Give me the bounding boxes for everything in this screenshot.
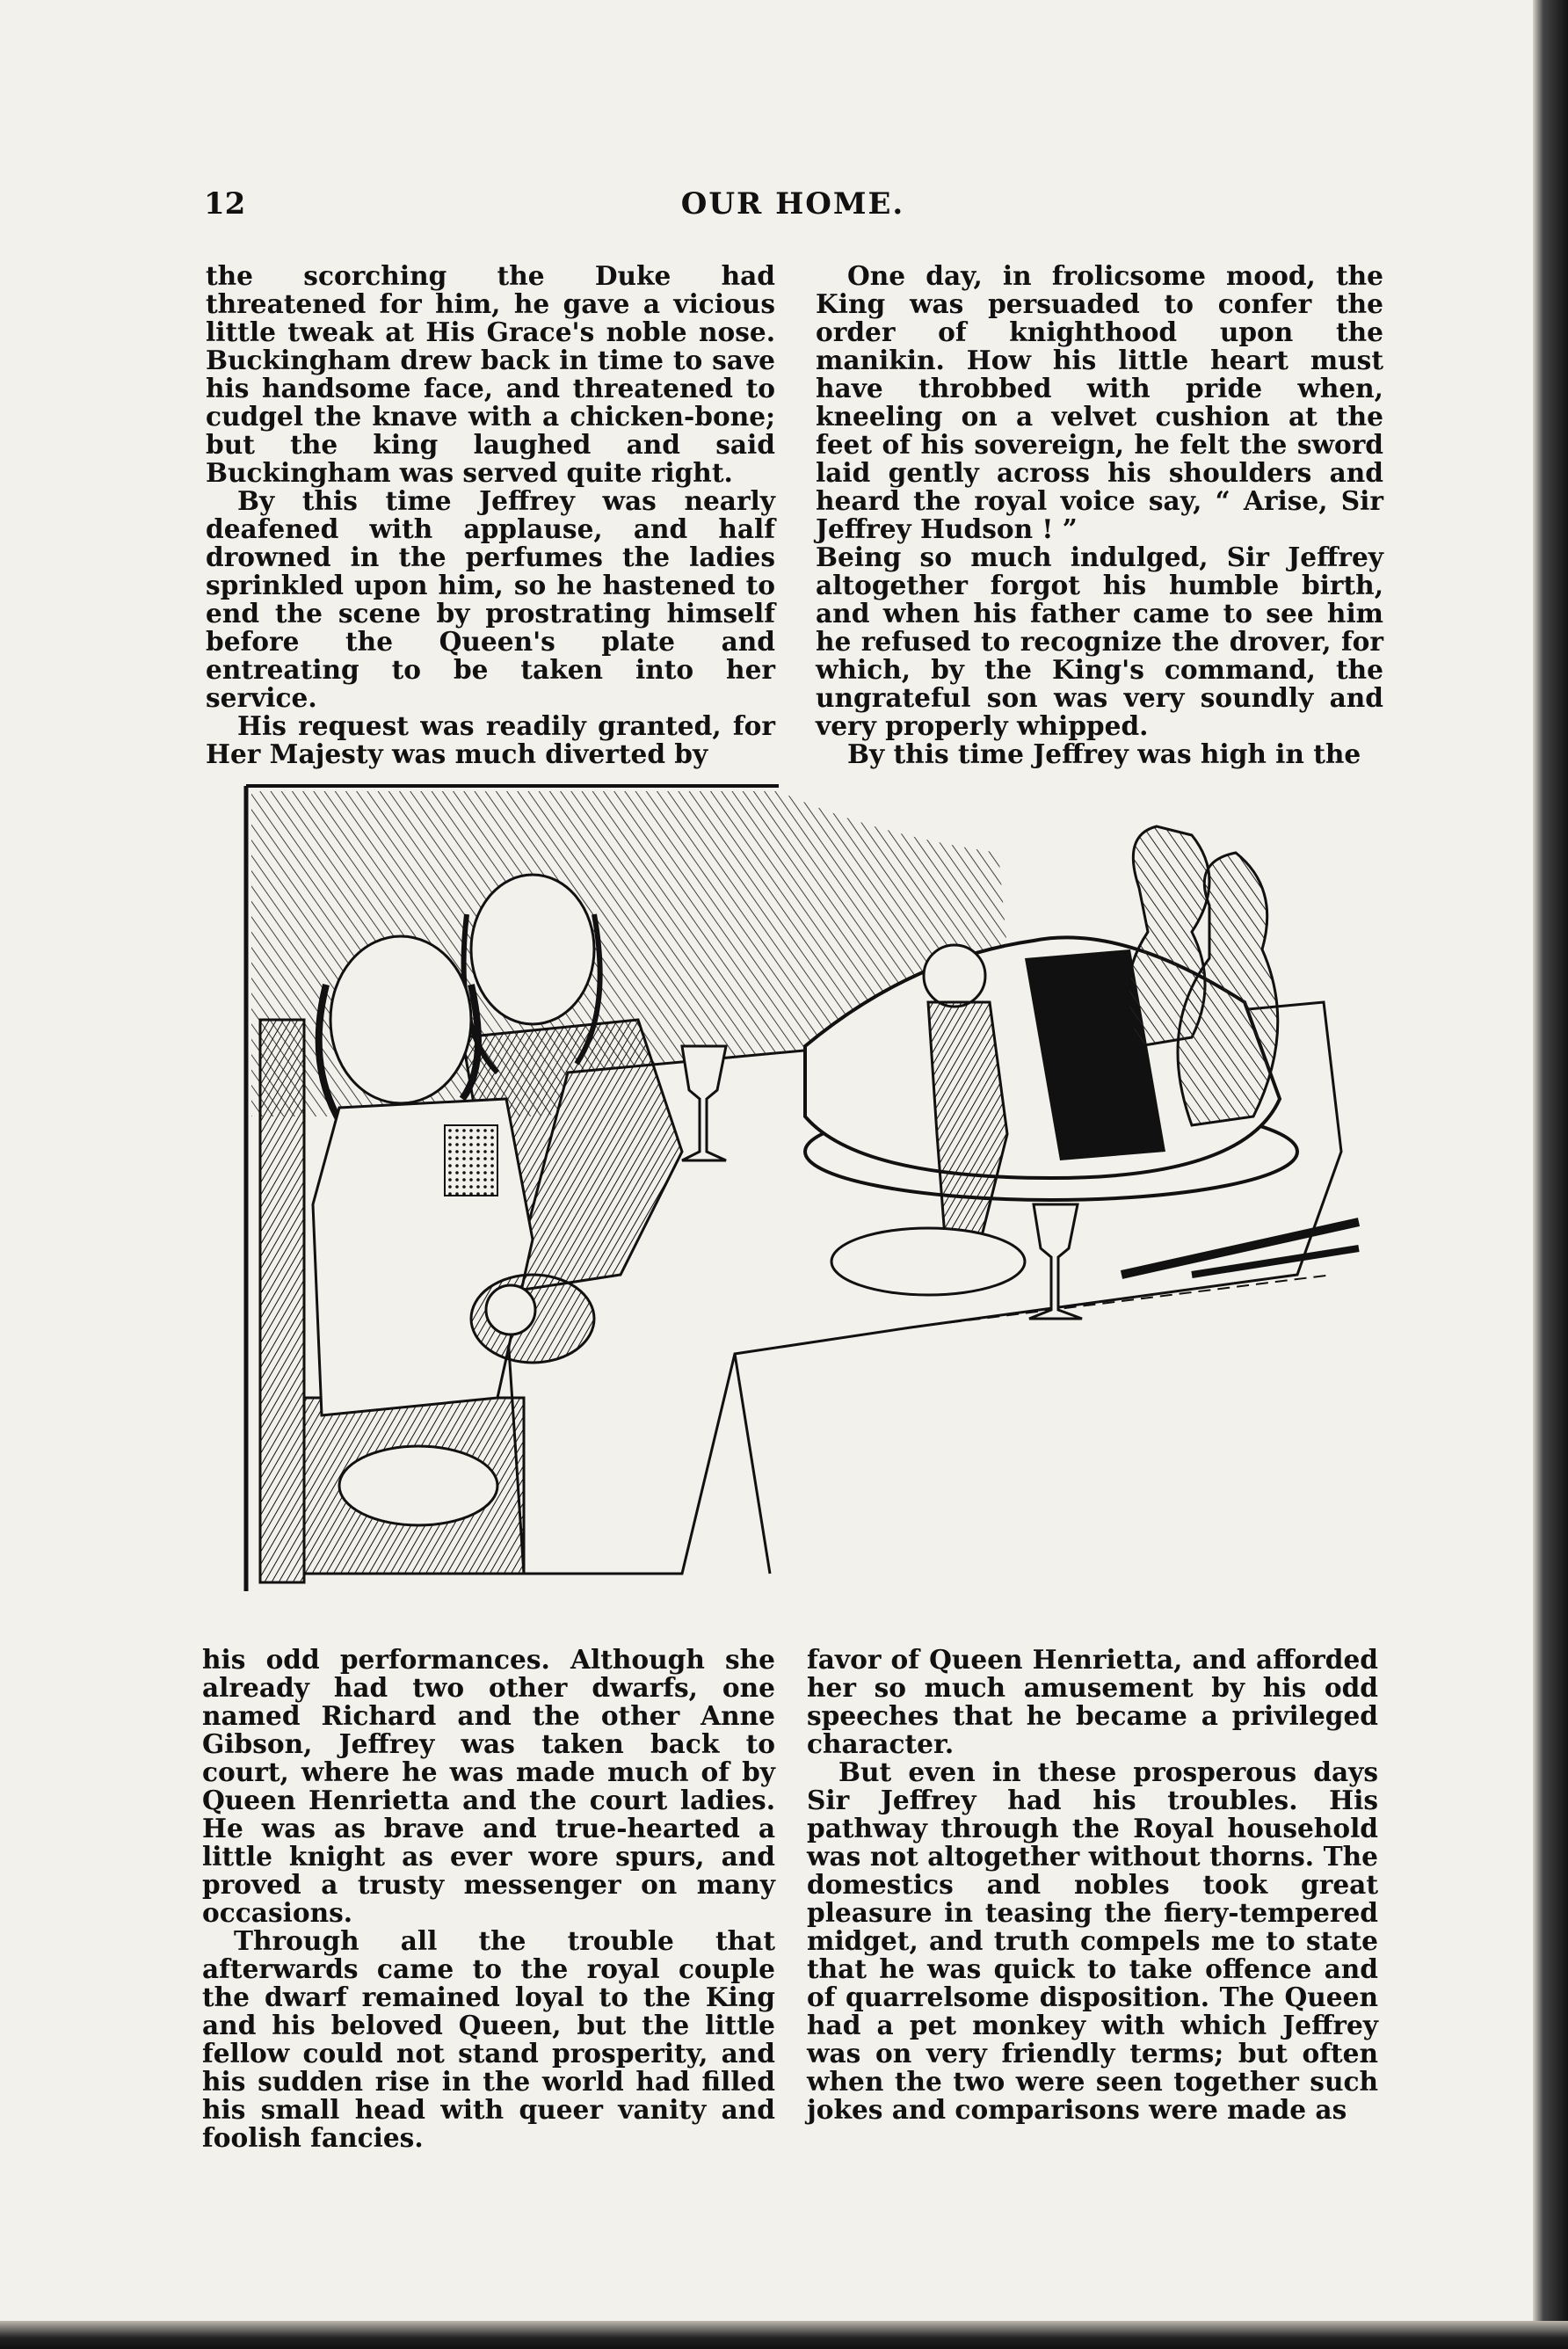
scan-border-right — [1533, 0, 1568, 2349]
page-header — [204, 186, 1382, 230]
paragraph: his odd performances. Although she already had two other dwarfs, one named Richard and the other Anne Gibson, Jeffrey was taken back to court, where he was made much of by Queen Henrietta and the court ladies. He was as brave and true-hearted a little knight as ever wore spurs, and proved a trusty messenger on many occasions. — [202, 1644, 775, 1928]
queen-head — [330, 936, 471, 1103]
queen-dress — [313, 1099, 533, 1415]
chair-post — [260, 1020, 304, 1582]
paragraph: the scorching the Duke had threatened for him, he gave a vicious little tweak at His Grace's noble nose. Buckingham drew back in time to save his handsome face, and threatened to cudgel the knave with a chicken-bone; but the king laughed and said Buckingham was served quite right. — [206, 260, 775, 488]
paragraph: His request was readily granted, for Her Majesty was much diverted by — [206, 710, 775, 769]
page-number: 12 — [204, 186, 246, 222]
paragraph: One day, in frolicsome mood, the King was persuaded to confer the order of knighthood upon the manikin. How his little heart must have throbbed with pride when, kneeling on a velvet cushion at the feet of his sovereign, he felt the sword laid gently across his shoulders and heard the royal voice say, “ Arise, Sir Jeffrey Hudson ! ” — [816, 260, 1383, 544]
paragraph: By this time Jeffrey was high in the — [847, 738, 1361, 769]
paragraph: Through all the trouble that afterwards came to the royal couple the dwarf remained loyal to the King and his beloved Queen, but the little fellow could not stand prosperity, and his sudden rise in the world had filled his small head with queer vanity and foolish fancies. — [202, 1925, 775, 2153]
paragraph: By this time Jeffrey was nearly deafened with applause, and half drowned in the perfumes the ladies sprinkled upon him, so he hastened to end the scene by prostrating himself before the Queen's plate and entreating to be taken into her service. — [206, 485, 775, 713]
text-column-bottom-right — [807, 1646, 1378, 2124]
tablecloth-fold — [735, 1354, 770, 1574]
text-column-top-right — [816, 262, 1383, 768]
paragraph: Being so much indulged, Sir Jeffrey altogether forgot his humble birth, and when his father came to see him he refused to recognize the drover, for which, by the King's command, the ungrateful son was very soundly and very properly whipped. — [816, 542, 1383, 741]
text-column-top-left — [206, 262, 775, 768]
text-column-bottom-left — [202, 1646, 775, 2152]
king-head — [471, 875, 594, 1024]
engraving-image — [243, 782, 1378, 1600]
chair-ornament — [339, 1446, 497, 1525]
scan-border-bottom — [0, 2321, 1568, 2349]
queen-bodice — [445, 1125, 497, 1196]
small-plate — [831, 1228, 1025, 1295]
illustration-banquet-scene — [243, 782, 1378, 1600]
knight-helmet — [924, 945, 985, 1007]
lapdog-face — [486, 1285, 535, 1334]
paragraph: But even in these prosperous days Sir Jeffrey had his troubles. His pathway through the Royal household was not altogether without thorns. The domestics and nobles took great pleasure in teasing the fiery-tempered midget, and truth compels me to state that he was quick to take offence and of quarrelsome disposition. The Queen had a pet monkey with which Jeffrey was on very friendly terms; but often when the two were seen together such jokes and comparisons were made as — [807, 1756, 1378, 2125]
paragraph: favor of Queen Henrietta, and afforded her so much amusement by his odd speeches that he became a privileged character. — [807, 1644, 1378, 1759]
running-title: OUR HOME. — [680, 186, 905, 222]
